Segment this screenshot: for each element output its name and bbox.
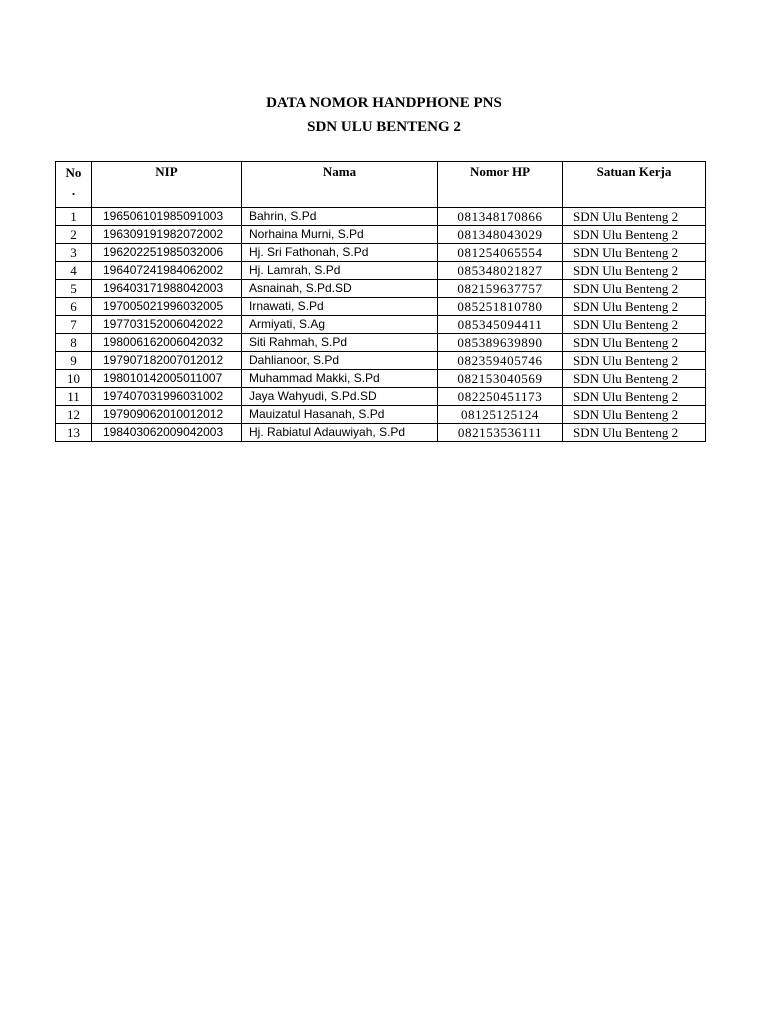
cell-nama: Asnainah, S.Pd.SD bbox=[242, 280, 438, 298]
cell-no: 7 bbox=[56, 316, 92, 334]
cell-satuan-kerja: SDN Ulu Benteng 2 bbox=[563, 334, 706, 352]
cell-nip: 197907182007012012 bbox=[92, 352, 242, 370]
cell-nama: Bahrin, S.Pd bbox=[242, 208, 438, 226]
cell-nama: Jaya Wahyudi, S.Pd.SD bbox=[242, 388, 438, 406]
table-row bbox=[56, 280, 706, 298]
cell-satuan-kerja: SDN Ulu Benteng 2 bbox=[563, 352, 706, 370]
cell-nomor-hp: 08125125124 bbox=[438, 406, 563, 424]
cell-nama: Armiyati, S.Ag bbox=[242, 316, 438, 334]
cell-satuan-kerja: SDN Ulu Benteng 2 bbox=[563, 298, 706, 316]
cell-nomor-hp: 085345094411 bbox=[438, 316, 563, 334]
cell-satuan-kerja: SDN Ulu Benteng 2 bbox=[563, 424, 706, 442]
header-no: No . bbox=[56, 162, 92, 208]
cell-nomor-hp: 085348021827 bbox=[438, 262, 563, 280]
cell-nip: 196403171988042003 bbox=[92, 280, 242, 298]
cell-no: 2 bbox=[56, 226, 92, 244]
cell-no: 3 bbox=[56, 244, 92, 262]
header-nip: NIP bbox=[92, 162, 242, 208]
cell-nip: 196202251985032006 bbox=[92, 244, 242, 262]
cell-nomor-hp: 082153040569 bbox=[438, 370, 563, 388]
phone-table bbox=[55, 161, 706, 442]
cell-nama: Siti Rahmah, S.Pd bbox=[242, 334, 438, 352]
cell-nip: 197407031996031002 bbox=[92, 388, 242, 406]
document-title: DATA NOMOR HANDPHONE PNS bbox=[266, 95, 502, 111]
cell-nomor-hp: 082159637757 bbox=[438, 280, 563, 298]
cell-no: 5 bbox=[56, 280, 92, 298]
cell-no: 4 bbox=[56, 262, 92, 280]
table-row bbox=[56, 298, 706, 316]
cell-nomor-hp: 085251810780 bbox=[438, 298, 563, 316]
cell-nip: 197703152006042022 bbox=[92, 316, 242, 334]
header-satuan-kerja: Satuan Kerja bbox=[563, 162, 706, 208]
cell-nip: 198010142005011007 bbox=[92, 370, 242, 388]
cell-satuan-kerja: SDN Ulu Benteng 2 bbox=[563, 316, 706, 334]
cell-no: 9 bbox=[56, 352, 92, 370]
header-nomor-hp: Nomor HP bbox=[438, 162, 563, 208]
table-row bbox=[56, 262, 706, 280]
cell-nama: Irnawati, S.Pd bbox=[242, 298, 438, 316]
cell-no: 10 bbox=[56, 370, 92, 388]
cell-nomor-hp: 085389639890 bbox=[438, 334, 563, 352]
cell-no: 12 bbox=[56, 406, 92, 424]
table-row bbox=[56, 406, 706, 424]
header-nama: Nama bbox=[242, 162, 438, 208]
cell-no: 6 bbox=[56, 298, 92, 316]
cell-nip: 197005021996032005 bbox=[92, 298, 242, 316]
cell-nip: 196407241984062002 bbox=[92, 262, 242, 280]
cell-satuan-kerja: SDN Ulu Benteng 2 bbox=[563, 388, 706, 406]
table-row bbox=[56, 226, 706, 244]
table-row bbox=[56, 370, 706, 388]
cell-no: 13 bbox=[56, 424, 92, 442]
cell-nomor-hp: 081348170866 bbox=[438, 208, 563, 226]
cell-nama: Mauizatul Hasanah, S.Pd bbox=[242, 406, 438, 424]
cell-nomor-hp: 082153536111 bbox=[438, 424, 563, 442]
table-row bbox=[56, 208, 706, 226]
table-row bbox=[56, 424, 706, 442]
cell-nama: Norhaina Murni, S.Pd bbox=[242, 226, 438, 244]
cell-no: 11 bbox=[56, 388, 92, 406]
cell-satuan-kerja: SDN Ulu Benteng 2 bbox=[563, 370, 706, 388]
table-row bbox=[56, 334, 706, 352]
cell-nama: Hj. Sri Fathonah, S.Pd bbox=[242, 244, 438, 262]
table-row bbox=[56, 352, 706, 370]
document-subtitle: SDN ULU BENTENG 2 bbox=[307, 119, 461, 135]
cell-nomor-hp: 081254065554 bbox=[438, 244, 563, 262]
table-header-row bbox=[56, 162, 706, 208]
cell-nip: 196309191982072002 bbox=[92, 226, 242, 244]
cell-nip: 197909062010012012 bbox=[92, 406, 242, 424]
cell-nomor-hp: 082359405746 bbox=[438, 352, 563, 370]
cell-satuan-kerja: SDN Ulu Benteng 2 bbox=[563, 244, 706, 262]
cell-satuan-kerja: SDN Ulu Benteng 2 bbox=[563, 226, 706, 244]
table-row bbox=[56, 388, 706, 406]
cell-nip: 198006162006042032 bbox=[92, 334, 242, 352]
cell-nip: 198403062009042003 bbox=[92, 424, 242, 442]
cell-nama: Hj. Lamrah, S.Pd bbox=[242, 262, 438, 280]
table-row bbox=[56, 244, 706, 262]
cell-nama: Hj. Rabiatul Adauwiyah, S.Pd bbox=[242, 424, 438, 442]
table-row bbox=[56, 316, 706, 334]
cell-nama: Dahlianoor, S.Pd bbox=[242, 352, 438, 370]
cell-satuan-kerja: SDN Ulu Benteng 2 bbox=[563, 406, 706, 424]
cell-nama: Muhammad Makki, S.Pd bbox=[242, 370, 438, 388]
cell-no: 8 bbox=[56, 334, 92, 352]
cell-nomor-hp: 081348043029 bbox=[438, 226, 563, 244]
cell-no: 1 bbox=[56, 208, 92, 226]
cell-satuan-kerja: SDN Ulu Benteng 2 bbox=[563, 208, 706, 226]
cell-nip: 196506101985091003 bbox=[92, 208, 242, 226]
cell-satuan-kerja: SDN Ulu Benteng 2 bbox=[563, 262, 706, 280]
cell-nomor-hp: 082250451173 bbox=[438, 388, 563, 406]
cell-satuan-kerja: SDN Ulu Benteng 2 bbox=[563, 280, 706, 298]
